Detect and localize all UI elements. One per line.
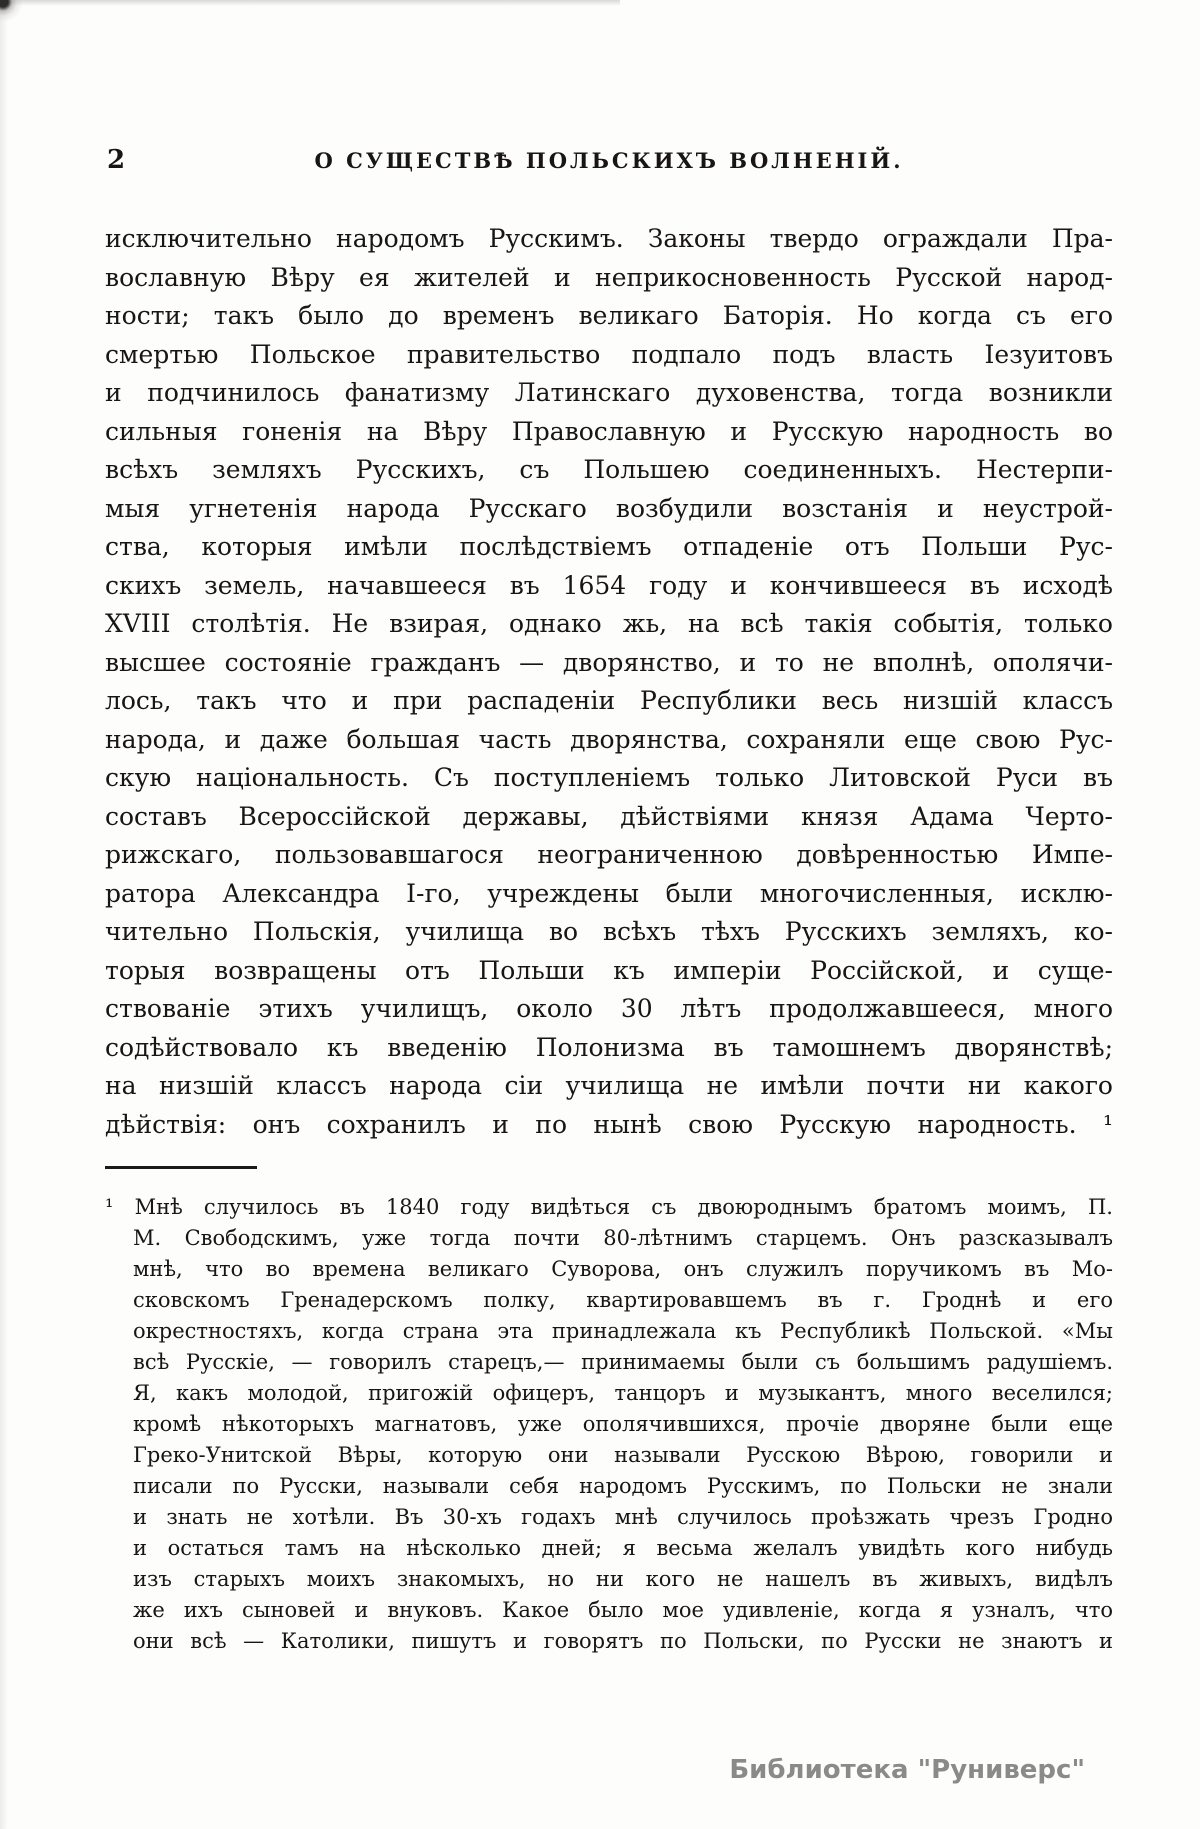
text-line: лось, такъ что и при распаденіи Республики весь низшій классъ [105,686,1113,715]
text-line: ности; такъ было до временъ великаго Баторія. Но когда съ его [105,301,1113,330]
text-line: сильныя гоненія на Вѣру Православную и Русскую народность во [105,416,1113,446]
footnote-line: М. Свободскимъ, уже тогда почти 80-лѣтнимъ старцемъ. Онъ разсказывалъ [133,1226,1113,1250]
footnote-line: Я, какъ молодой, пригожій офицеръ, танцоръ и музыкантъ, много веселился; [133,1381,1113,1405]
footnote-line: сковскомъ Гренадерскомъ полку, квартировавшемъ въ г. Гроднѣ и его [133,1288,1113,1312]
text-line: исключительно народомъ Русскимъ. Законы твердо ограждали Пра- [105,224,1113,253]
text-line: рижскаго, пользовавшагося неограниченною довѣренностью Импе- [105,840,1113,869]
text-line: ствованіе этихъ училищъ, около 30 лѣтъ продолжавшееся, много [105,994,1113,1023]
text-line: торыя возвращены отъ Польши къ имперіи Россійской, и суще- [105,955,1113,985]
page-number: 2 [107,145,126,175]
footnote-line: Греко-Унитской Вѣры, которую они называли Русскою Вѣрою, говорили и [133,1443,1113,1467]
footnote-line: окрестностяхъ, когда страна эта принадлежала къ Республикѣ Польской. «Мы [133,1319,1113,1343]
text-line: мыя угнетенія народа Русскаго возбудили возстанія и неустрой- [105,493,1113,523]
library-watermark: Библиотека "Руниверс" [729,1755,1085,1785]
running-title: О СУЩЕСТВѢ ПОЛЬСКИХЪ ВОЛНЕНІЙ. [314,148,904,173]
page-header [105,144,1113,180]
text-line: скую національность. Съ поступленіемъ только Литовской Руси въ [105,763,1113,792]
text-line: на низшій классъ народа сіи училища не имѣли почти ни какого [105,1071,1113,1100]
footnote-line: они всѣ — Католики, пишутъ и говорятъ по Польски, по Русски не знаютъ и [133,1629,1113,1653]
footnote-line: мнѣ, что во времена великаго Суворова, онъ служилъ поручикомъ въ Мо- [133,1257,1113,1281]
footnote-separator [105,1166,257,1169]
text-line: ства, которыя имѣли послѣдствіемъ отпаденіе отъ Польши Рус- [105,532,1113,561]
footnote [105,1192,1113,1657]
text-line: дѣйствія: онъ сохранилъ и по нынѣ свою Русскую народность. ¹ [105,1109,1113,1139]
text-line: скихъ земель, начавшееся въ 1654 году и кончившееся въ исходѣ [105,570,1113,600]
text-line: ратора Александра I-го, учреждены были многочисленныя, исклю- [105,878,1113,908]
footnote-line: всѣ Русскіе, — говорилъ старецъ,— принимаемы были съ большимъ радушіемъ. [133,1350,1113,1374]
text-line: высшее состояніе гражданъ — дворянство, и то не вполнѣ, ополячи- [105,647,1113,677]
text-line: народа, и даже большая часть дворянства, сохраняли еще свою Рус- [105,724,1113,754]
text-line: и подчинилось фанатизму Латинскаго духовенства, тогда возникли [105,378,1113,407]
text-line: содѣйствовало къ введенію Полонизма въ тамошнемъ дворянствѣ; [105,1032,1113,1062]
text-line: составъ Всероссійской державы, дѣйствіями князя Адама Черто- [105,801,1113,831]
footnote-line: кромѣ нѣкоторыхъ магнатовъ, уже ополячившихся, прочіе дворяне были еще [133,1412,1113,1436]
text-line: XVIII столѣтія. Не взирая, однако жь, на всѣ такія событія, только [105,609,1113,638]
footnote-line: ¹ Мнѣ случилось въ 1840 году видѣться съ двоюроднымъ братомъ моимъ, П. [105,1195,1113,1219]
footnote-line: же ихъ сыновей и внуковъ. Какое было мое удивленіе, когда я узналъ, что [133,1598,1113,1622]
footnote-line: изъ старыхъ моихъ знакомыхъ, но ни кого не нашелъ въ живыхъ, видѣлъ [133,1567,1113,1591]
text-line: смертью Польское правительство подпало подъ власть Іезуитовъ [105,339,1113,369]
text-line: вославную Вѣру ея жителей и неприкосновенность Русской народ- [105,262,1113,292]
text-line: чительно Польскія, училища во всѣхъ тѣхъ Русскихъ земляхъ, ко- [105,917,1113,946]
footnote-line: писали по Русски, называли себя народомъ Русскимъ, по Польски не знали [133,1474,1113,1498]
footnote-line: и остаться тамъ на нѣсколько дней; я весьма желалъ увидѣть кого нибудь [133,1536,1113,1560]
body-text [105,220,1113,1144]
text-line: всѣхъ земляхъ Русскихъ, съ Польшею соединенныхъ. Нестерпи- [105,455,1113,484]
footnote-line: и знать не хотѣли. Въ 30-хъ годахъ мнѣ случилось проѣзжать чрезъ Гродно [133,1505,1113,1529]
